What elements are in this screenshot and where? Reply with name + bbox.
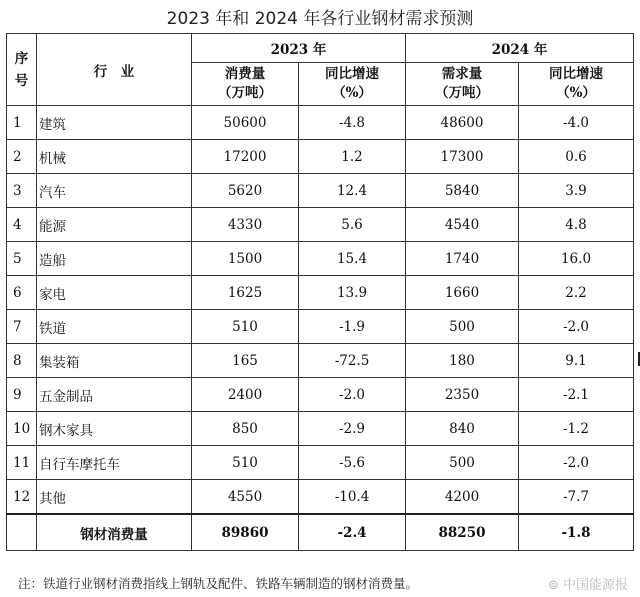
header-consumption-label: 消费量 — [224, 66, 266, 82]
row-yoy-2024: -4.0 — [519, 106, 634, 140]
row-yoy-2023: -72.5 — [299, 344, 406, 378]
row-consumption-2023: 510 — [192, 310, 299, 344]
row-demand-2024: 2350 — [406, 378, 519, 412]
table-row — [7, 106, 634, 140]
header-yoy-label-2023: 同比增速 — [325, 66, 379, 82]
watermark: ⊚ 中国能源报 — [547, 578, 628, 593]
row-industry: 五金制品 — [37, 378, 192, 412]
table-row — [7, 242, 634, 276]
row-yoy-2024: 0.6 — [519, 140, 634, 174]
row-yoy-2024: 2.2 — [519, 276, 634, 310]
row-industry: 汽车 — [37, 174, 192, 208]
row-demand-2024: 840 — [406, 412, 519, 446]
total-label: 钢材消费量 — [37, 514, 192, 551]
row-demand-2024: 48600 — [406, 106, 519, 140]
row-industry: 钢木家具 — [37, 412, 192, 446]
row-yoy-2024: -2.0 — [519, 446, 634, 480]
row-yoy-2023: 13.9 — [299, 276, 406, 310]
row-industry: 机械 — [37, 140, 192, 174]
total-yoy-2023: -2.4 — [299, 514, 406, 551]
table-row — [7, 174, 634, 208]
header-year-2023: 2023 年 — [192, 34, 406, 63]
header-demand-2024 — [406, 63, 519, 106]
row-yoy-2024: -2.0 — [519, 310, 634, 344]
row-yoy-2023: -1.9 — [299, 310, 406, 344]
row-consumption-2023: 510 — [192, 446, 299, 480]
row-yoy-2024: -1.2 — [519, 412, 634, 446]
row-yoy-2024: 9.1 — [519, 344, 634, 378]
table-title: 2023 年和 2024 年各行业钢材需求预测 — [166, 9, 474, 29]
row-demand-2024: 1740 — [406, 242, 519, 276]
row-yoy-2023: 5.6 — [299, 208, 406, 242]
row-industry: 能源 — [37, 208, 192, 242]
row-consumption-2023: 165 — [192, 344, 299, 378]
row-consumption-2023: 4330 — [192, 208, 299, 242]
row-industry: 自行车摩托车 — [37, 446, 192, 480]
row-yoy-2024: 3.9 — [519, 174, 634, 208]
total-yoy-2024: -1.8 — [519, 514, 634, 551]
header-unit-2023: （万吨） — [218, 85, 272, 101]
row-consumption-2023: 850 — [192, 412, 299, 446]
row-consumption-2023: 4550 — [192, 480, 299, 515]
row-seq: 3 — [7, 174, 37, 208]
row-consumption-2023: 5620 — [192, 174, 299, 208]
header-unit-2024: （万吨） — [435, 85, 489, 101]
row-demand-2024: 500 — [406, 446, 519, 480]
header-pct-2024: （%） — [556, 85, 596, 101]
table-row — [7, 378, 634, 412]
row-yoy-2023: -4.8 — [299, 106, 406, 140]
row-yoy-2023: 12.4 — [299, 174, 406, 208]
footnote: 注：铁道行业钢材消费指线上钢轨及配件、铁路车辆制造的钢材消费量。 — [18, 576, 419, 591]
total-consumption-2023: 89860 — [192, 514, 299, 551]
row-seq: 6 — [7, 276, 37, 310]
row-industry: 建筑 — [37, 106, 192, 140]
row-seq: 11 — [7, 446, 37, 480]
row-demand-2024: 1660 — [406, 276, 519, 310]
row-industry: 造船 — [37, 242, 192, 276]
row-demand-2024: 4200 — [406, 480, 519, 515]
row-consumption-2023: 2400 — [192, 378, 299, 412]
table-row — [7, 412, 634, 446]
row-seq: 12 — [7, 480, 37, 515]
table-row — [7, 344, 634, 378]
row-seq: 2 — [7, 140, 37, 174]
header-yoy-2024 — [519, 63, 634, 106]
row-consumption-2023: 17200 — [192, 140, 299, 174]
steel-demand-table — [6, 33, 634, 551]
header-consumption-2023 — [192, 63, 299, 106]
row-yoy-2024: -2.1 — [519, 378, 634, 412]
row-seq: 7 — [7, 310, 37, 344]
row-industry: 集装箱 — [37, 344, 192, 378]
header-demand-label: 需求量 — [441, 66, 483, 82]
total-demand-2024: 88250 — [406, 514, 519, 551]
header-row-years — [7, 34, 634, 63]
table-row — [7, 480, 634, 515]
row-yoy-2024: -7.7 — [519, 480, 634, 515]
row-yoy-2023: 1.2 — [299, 140, 406, 174]
row-demand-2024: 180 — [406, 344, 519, 378]
row-seq: 5 — [7, 242, 37, 276]
row-yoy-2023: -2.0 — [299, 378, 406, 412]
row-yoy-2024: 16.0 — [519, 242, 634, 276]
header-seq-label: 序号 — [14, 50, 29, 89]
table-row — [7, 140, 634, 174]
row-demand-2024: 5840 — [406, 174, 519, 208]
row-industry: 铁道 — [37, 310, 192, 344]
header-pct-2023: （%） — [332, 85, 372, 101]
table-row — [7, 276, 634, 310]
row-demand-2024: 17300 — [406, 140, 519, 174]
header-yoy-2023 — [299, 63, 406, 106]
header-seq — [7, 34, 37, 106]
row-consumption-2023: 1625 — [192, 276, 299, 310]
row-seq: 1 — [7, 106, 37, 140]
row-demand-2024: 4540 — [406, 208, 519, 242]
row-yoy-2023: -2.9 — [299, 412, 406, 446]
header-industry: 行 业 — [37, 34, 192, 106]
table-row — [7, 446, 634, 480]
row-demand-2024: 500 — [406, 310, 519, 344]
row-industry: 其他 — [37, 480, 192, 515]
row-seq: 4 — [7, 208, 37, 242]
row-seq: 8 — [7, 344, 37, 378]
table-row — [7, 208, 634, 242]
row-yoy-2023: -5.6 — [299, 446, 406, 480]
header-year-2024: 2024 年 — [406, 34, 634, 63]
row-yoy-2023: -10.4 — [299, 480, 406, 515]
total-seq — [7, 514, 37, 551]
row-seq: 10 — [7, 412, 37, 446]
row-yoy-2023: 15.4 — [299, 242, 406, 276]
row-consumption-2023: 1500 — [192, 242, 299, 276]
table-row — [7, 310, 634, 344]
header-yoy-label-2024: 同比增速 — [549, 66, 603, 82]
row-seq: 9 — [7, 378, 37, 412]
watermark-text: 中国能源报 — [562, 578, 628, 593]
row-yoy-2024: 4.8 — [519, 208, 634, 242]
total-row — [7, 514, 634, 551]
row-consumption-2023: 50600 — [192, 106, 299, 140]
row-industry: 家电 — [37, 276, 192, 310]
